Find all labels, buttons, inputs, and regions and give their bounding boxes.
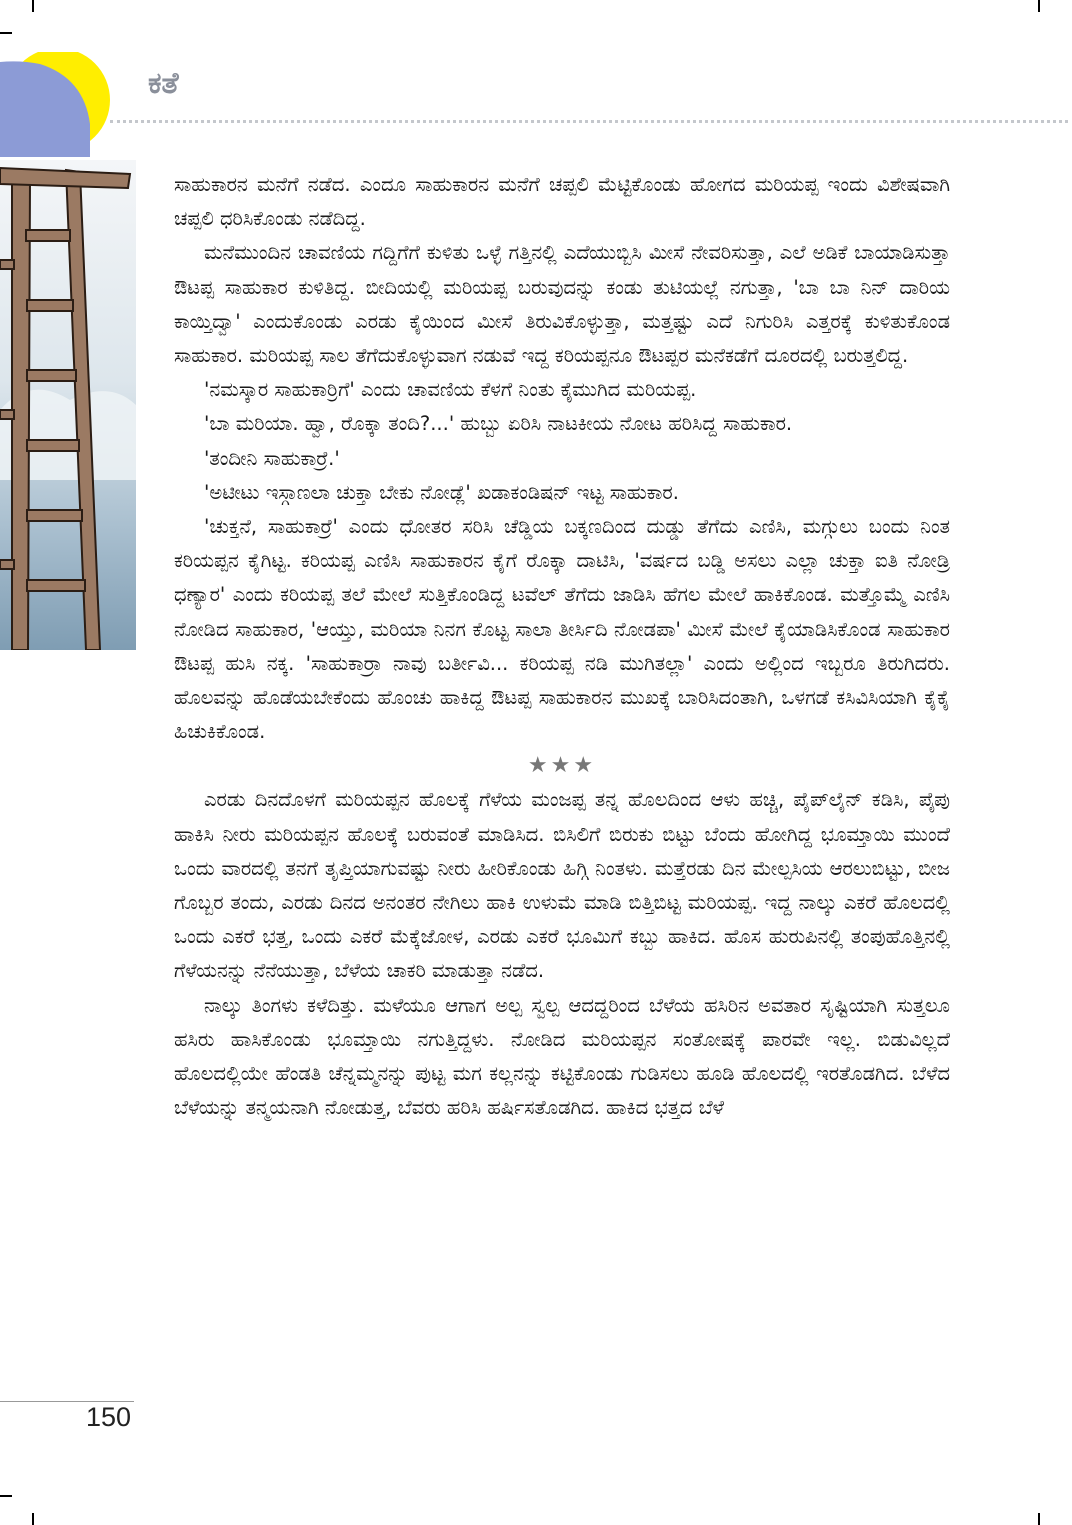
section-divider-stars: ★★★ [527,753,597,779]
paragraph: 'ತಂದೀನಿ ಸಾಹುಕಾರ್ರೆ.' [204,446,340,470]
ladder-side-rung [0,410,14,419]
paragraph: ನಾಲ್ಕು ತಿಂಗಳು ಕಳೆದಿತ್ತು. ಮಳೆಯೂ ಆಗಾಗ ಅಲ್ಪ ಸ್ವಲ್ಪ ಆದದ್ದರಿಂದ ಬೆಳೆಯ ಹಸಿರಿನ ಅವತಾರ ಸೃಷ್ಟಿಯಾಗಿ ಸುತ್ತಲೂ ಹಸಿರು ಹಾಸಿಕೊಂಡು ಭೂಮ್ತಾಯಿ ನಗುತ್ತಿದ್ದಳು. ನೋಡಿದ ಮರಿಯಪ್ಪನ ಸಂತೋಷಕ್ಕೆ ಪಾರವೇ ಇಲ್ಲ. ಬಿಡುವಿಲ್ಲದೆ ಹೊಲದಲ್ಲಿಯೇ ಹೆಂಡತಿ ಚೆನ್ನಮ್ಮನನ್ನು ಪುಟ್ಟ ಮಗ ಕಲ್ಲನನ್ನು ಕಟ್ಟಿಕೊಂಡು ಗುಡಿಸಲು ಹೂಡಿ ಹೊಲದಲ್ಲಿ ಇರತೊಡಗಿದ. ಬೆಳೆದ ಬೆಳೆಯನ್ನು ತನ್ಮಯನಾಗಿ ನೋಡುತ್ತ, ಬೆವರು ಹರಿಸಿ ಹರ್ಷಿಸತೊಡಗಿದ. ಹಾಕಿದ ಭತ್ತದ ಬೆಳೆ [174,993,950,1120]
crop-mark-top-right [1038,0,1040,12]
ladder-side-rung [0,560,14,569]
ladder-rung [26,230,70,241]
paragraph: ಮನೆಮುಂದಿನ ಚಾವಣಿಯ ಗದ್ದಿಗೆಗೆ ಕುಳಿತು ಒಳ್ಳೆ ಗತ್ತಿನಲ್ಲಿ ಎದೆಯುಬ್ಬಿಸಿ ಮೀಸೆ ನೇವರಿಸುತ್ತಾ, ಎಲೆ ಅಡಿಕೆ ಬಾಯಾಡಿಸುತ್ತಾ ಔಟಪ್ಪ ಸಾಹುಕಾರ ಕುಳಿತಿದ್ದ. ಬೀದಿಯಲ್ಲಿ ಮರಿಯಪ್ಪ ಬರುವುದನ್ನು ಕಂಡು ತುಟಿಯಲ್ಲೆ ನಗುತ್ತಾ, 'ಬಾ ಬಾ ನಿನ್ ದಾರಿಯ ಕಾಯ್ತಿದ್ವಾ' ಎಂದುಕೊಂಡು ಎರಡು ಕೈಯಿಂದ ಮೀಸೆ ತಿರುವಿಕೊಳ್ಳುತ್ತಾ, ಮತ್ತಷ್ಟು ಎದೆ ನಿಗುರಿಸಿ ಎತ್ತರಕ್ಕೆ ಕುಳಿತುಕೊಂಡ ಸಾಹುಕಾರ. ಮರಿಯಪ್ಪ ಸಾಲ ತೆಗೆದುಕೊಳ್ಳುವಾಗ ನಡುವೆ ಇದ್ದ ಕರಿಯಪ್ಪನೂ ಔಟಪ್ಪರ ಮನೆಕಡೆಗೆ ದೂರದಲ್ಲಿ ಬರುತ್ತಲಿದ್ದ. [174,241,950,368]
crop-mark-bottom-left-side [0,1495,12,1497]
section-title: ಕತೆ [148,66,179,101]
crop-mark-top-left [32,0,34,12]
paragraph: 'ಬಾ ಮರಿಯಾ. ಹ್ವಾ, ರೊಕ್ಕಾ ತಂದಿ?...' ಹುಬ್ಬು ಏರಿಸಿ ನಾಟಕೀಯ ನೋಟ ಹರಿಸಿದ್ದ ಸಾಹುಕಾರ. [204,412,793,436]
crop-mark-bottom-right [1038,1513,1040,1525]
ladder-rung [27,300,73,311]
ladder-illustration [0,160,136,650]
header-decoration [0,52,112,157]
paragraph: 'ನಮಸ್ಕಾರ ಸಾಹುಕಾರ್ರಿಗೆ' ಎಂದು ಚಾವಣಿಯ ಕೆಳಗೆ ನಿಂತು ಕೈಮುಗಿದ ಮರಿಯಪ್ಪ. [204,378,697,402]
paragraph: ಎರಡು ದಿನದೊಳಗೆ ಮರಿಯಪ್ಪನ ಹೊಲಕ್ಕೆ ಗೆಳೆಯ ಮಂಜಪ್ಪ ತನ್ನ ಹೊಲದಿಂದ ಆಳು ಹಚ್ಚಿ, ಪೈಪ್‌ಲೈನ್ ಕಡಿಸಿ, ಪೈಪು ಹಾಕಿಸಿ ನೀರು ಮರಿಯಪ್ಪನ ಹೊಲಕ್ಕೆ ಬರುವಂತೆ ಮಾಡಿಸಿದ. ಬಿಸಿಲಿಗೆ ಬಿರುಕು ಬಿಟ್ಟು ಬೆಂದು ಹೋಗಿದ್ದ ಭೂಮ್ತಾಯಿ ಮುಂದೆ ಒಂದು ವಾರದಲ್ಲಿ ತನಗೆ ತೃಪ್ತಿಯಾಗುವಷ್ಟು ನೀರು ಹೀರಿಕೊಂಡು ಹಿಗ್ಗಿ ನಿಂತಳು. ಮತ್ತೆರಡು ದಿನ ಮೇಲ್ಪಸಿಯ ಆರಲುಬಿಟ್ಟು, ಬೀಜ ಗೊಬ್ಬರ ತಂದು, ಎರಡು ದಿನದ ಅನಂತರ ನೇಗಿಲು ಹಾಕಿ ಉಳುಮೆ ಮಾಡಿ ಬಿತ್ತಿಬಿಟ್ಟ ಮರಿಯಪ್ಪ. ಇದ್ದ ನಾಲ್ಕು ಎಕರೆ ಹೊಲದಲ್ಲಿ ಒಂದು ಎಕರೆ ಭತ್ತ, ಒಂದು ಎಕರೆ ಮೆಕ್ಕೆಜೋಳ, ಎರಡು ಎಕರೆ ಭೂಮಿಗೆ ಕಬ್ಬು ಹಾಕಿದ. ಹೊಸ ಹುರುಪಿನಲ್ಲಿ ತಂಪುಹೊತ್ತಿನಲ್ಲಿ ಗೆಳೆಯನನ್ನು ನೆನೆಯುತ್ತಾ, ಬೆಳೆಯ ಚಾಕರಿ ಮಾಡುತ್ತಾ ನಡೆದ. [174,788,950,983]
crop-mark-bottom-left [32,1513,34,1525]
ladder-rung [27,510,82,521]
paragraph: 'ಅಟೀಟು ಇಸ್ಗಾಣಲಾ ಚುಕ್ತಾ ಬೇಕು ನೋಡ್ಲೆ' ಖಡಾಕಂಡಿಷನ್ ಇಟ್ಟ ಸಾಹುಕಾರ. [204,480,679,504]
ladder-side-rung [0,260,14,269]
paragraph: 'ಚುಕ್ತನೆ, ಸಾಹುಕಾರ್ರೆ' ಎಂದು ಧೋತರ ಸರಿಸಿ ಚೆಡ್ಡಿಯ ಬಕ್ಕಣದಿಂದ ದುಡ್ಡು ತೆಗೆದು ಎಣಿಸಿ, ಮಗ್ಗುಲು ಬಂದು ನಿಂತ ಕರಿಯಪ್ಪನ ಕೈಗಿಟ್ಟ. ಕರಿಯಪ್ಪ ಎಣಿಸಿ ಸಾಹುಕಾರನ ಕೈಗೆ ರೊಕ್ಕಾ ದಾಟಿಸಿ, 'ವರ್ಷದ ಬಡ್ಡಿ ಅಸಲು ಎಲ್ಲಾ ಚುಕ್ತಾ ಐತಿ ನೋಡ್ರಿ ಧಣ್ಯಾರ' ಎಂದು ಕರಿಯಪ್ಪ ತಲೆ ಮೇಲೆ ಸುತ್ತಿಕೊಂಡಿದ್ದ ಟವೆಲ್ ತೆಗೆದು ಜಾಡಿಸಿ ಹೆಗಲ ಮೇಲೆ ಹಾಕಿಕೊಂಡ. ಮತ್ತೊಮ್ಮೆ ಎಣಿಸಿ ನೋಡಿದ ಸಾಹುಕಾರ, 'ಆಯ್ತು, ಮರಿಯಾ ನಿನಗ ಕೊಟ್ಟ ಸಾಲಾ ತೀರ್ಸಿದಿ ನೋಡಪಾ' ಮೀಸೆ ಮೇಲೆ ಕೈಯಾಡಿಸಿಕೊಂಡ ಸಾಹುಕಾರ ಔಟಪ್ಪ ಹುಸಿ ನಕ್ಕ. 'ಸಾಹುಕಾರ್ರಾ ನಾವು ಬರ್ತೀವಿ... ಕರಿಯಪ್ಪ ನಡಿ ಮುಗಿತಲ್ಲಾ' ಎಂದು ಅಲ್ಲಿಂದ ಇಬ್ಬರೂ ತಿರುಗಿದರು. ಹೊಲವನ್ನು ಹೊಡೆಯಬೇಕೆಂದು ಹೊಂಚು ಹಾಕಿದ್ದ ಔಟಪ್ಪ ಸಾಹುಕಾರನ ಮುಖಕ್ಕೆ ಬಾರಿಸಿದಂತಾಗಿ, ಒಳಗಡೆ ಕಸಿವಿಸಿಯಾಗಿ ಕೈಕೈ ಹಿಚುಕಿಕೊಂಡ. [174,515,950,744]
paragraph: ಸಾಹುಕಾರನ ಮನೆಗೆ ನಡೆದ. ಎಂದೂ ಸಾಹುಕಾರನ ಮನೆಗೆ ಚಪ್ಪಲಿ ಮೆಟ್ಟಿಕೊಂಡು ಹೋಗದ ಮರಿಯಪ್ಪ ಇಂದು ವಿಶೇಷವಾಗಿ ಚಪ್ಪಲಿ ಧರಿಸಿಕೊಂಡು ನಡೆದಿದ್ದ. [174,173,950,231]
header-dotted-rule [110,120,1068,123]
page-number: 150 [86,1402,132,1432]
ladder-rung [27,440,79,451]
ladder-rung [27,580,85,591]
crop-mark-top-left-side [0,32,12,34]
ladder-rung [27,370,76,381]
story-body [174,168,950,1125]
